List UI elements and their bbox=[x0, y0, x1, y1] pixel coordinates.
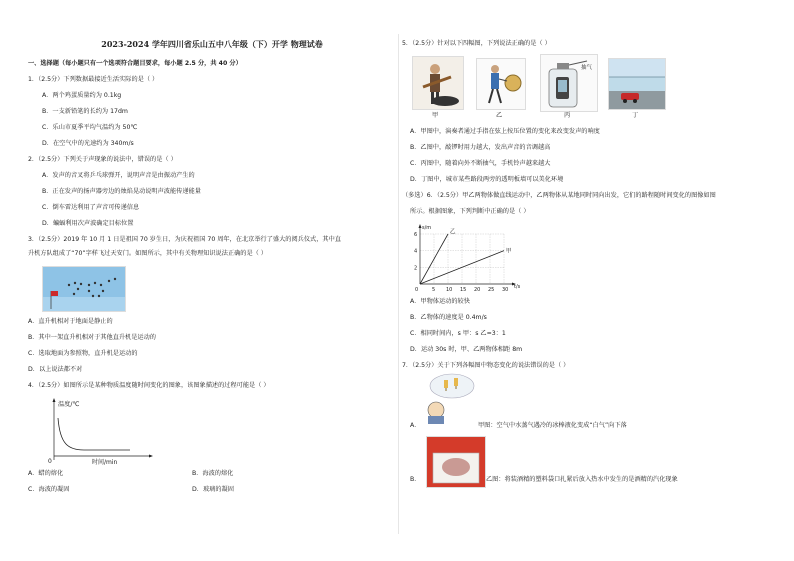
ice-pop-white-mist-picture bbox=[420, 372, 476, 424]
q5-option-d[interactable]: D．丁图中，城市某些路段两旁的透明板墙可以美化环境 bbox=[410, 176, 564, 183]
q5-caption-bing: 丙 bbox=[564, 112, 571, 119]
q6-option-c[interactable]: C．相同时间内，s 甲：s 乙=3：1 bbox=[410, 330, 506, 337]
q6-option-d[interactable]: D．运动 30s 时，甲、乙两物体相距 8m bbox=[410, 346, 523, 353]
x-tick-label: 20 bbox=[474, 287, 481, 293]
helicopter-formation-photo bbox=[42, 266, 126, 312]
q5-stem: 5．（2.5分）针对以下四幅图，下列说法正确的是（ ） bbox=[402, 40, 551, 47]
q3-stem-line2: 升机方队组成了“70”字样飞过天安门。如图所示，其中有关物理知识说法正确的是（ ） bbox=[28, 250, 267, 257]
bell-jar-phone-picture bbox=[540, 54, 598, 112]
q7-option-b-letter[interactable]: B． bbox=[410, 476, 421, 483]
q4-ylabel: 温度/℃ bbox=[58, 401, 80, 408]
y-tick-label: 6 bbox=[414, 232, 418, 238]
pump-label: 抽气 bbox=[581, 65, 593, 71]
q5-option-c[interactable]: C．丙图中，随着向外不断抽气，手机铃声越来越大 bbox=[410, 160, 551, 167]
distance-time-chart bbox=[404, 222, 524, 294]
q4-option-c[interactable]: C．海波的凝固 bbox=[28, 486, 70, 493]
q5-caption-ding: 丁 bbox=[632, 112, 639, 119]
x-tick-label: 15 bbox=[460, 287, 467, 293]
q6-stem-line2: 所示。根据图象，下列判断中正确的是（ ） bbox=[410, 208, 530, 215]
y-tick-label: 4 bbox=[414, 248, 418, 255]
q7-option-a-letter[interactable]: A． bbox=[410, 422, 421, 429]
q1-option-d[interactable]: D．在空气中的光速约为 340m/s bbox=[42, 140, 134, 147]
series-label-0: 乙 bbox=[450, 229, 456, 235]
q3-stem-line1: 3．（2.5分）2019 年 10 月 1 日是祖国 70 岁生日，为庆祝祖国 70 周年，在北京举行了盛大的阅兵仪式，其中直 bbox=[28, 236, 341, 243]
q2-option-b[interactable]: B．正在发声的扬声器旁边的烛焰晃动说明声波能传递能量 bbox=[42, 188, 201, 195]
q5-caption-jia: 甲 bbox=[432, 112, 439, 119]
q1-option-a[interactable]: A．两个鸡蛋质量约为 0.1kg bbox=[42, 92, 122, 99]
origin-label: 0 bbox=[415, 287, 419, 293]
q6-option-a[interactable]: A．甲物体运动的较快 bbox=[410, 298, 470, 305]
page-title: 2023-2024 学年四川省乐山五中八年级（下）开学 物理试卷 bbox=[101, 39, 323, 49]
q6-option-b[interactable]: B．乙物体的速度是 0.4m/s bbox=[410, 314, 487, 321]
q4-option-b[interactable]: B．海波的熔化 bbox=[192, 470, 234, 477]
q4-stem: 4．（2.5分）如图所示是某种物质温度随时间变化的图象，该图象描述的过程可能是（ ） bbox=[28, 382, 270, 389]
q5-caption-yi: 乙 bbox=[496, 112, 503, 119]
q1-option-b[interactable]: B．一支新铅笔的长约为 17dm bbox=[42, 108, 128, 115]
x-tick-label: 10 bbox=[446, 287, 453, 293]
q5-option-a[interactable]: A．甲图中，演奏者通过手指在弦上按压位置的变化来改变发声的响度 bbox=[410, 128, 600, 135]
q4-option-a[interactable]: A．蜡的熔化 bbox=[28, 470, 64, 477]
q1-stem: 1．（2.5分）下列数据最接近生活实际的是（ ） bbox=[28, 76, 159, 83]
section-heading: 一、选择题（每小题只有一个选项符合题目要求，每小题 2.5 分，共 40 分） bbox=[28, 60, 242, 67]
q5-option-b[interactable]: B．乙图中，敲锣时用力越大，发出声音的音调越高 bbox=[410, 144, 551, 151]
q4-option-d[interactable]: D．玻璃的凝固 bbox=[192, 486, 234, 493]
q2-option-a[interactable]: A．发声的音叉将乒乓球弹开，说明声音是由振动产生的 bbox=[42, 172, 195, 179]
y-tick-label: 2 bbox=[414, 265, 418, 272]
q7-stem: 7．（2.5分）关于下列各幅图中物态变化的说法错误的是（ ） bbox=[402, 362, 570, 369]
alcohol-bag-hot-water-picture bbox=[426, 436, 486, 488]
q7-option-a-text[interactable]: 甲图：空气中水蒸气遇冷的冰棒液化变成“白气”向下落 bbox=[478, 422, 627, 429]
x-tick-label: 30 bbox=[502, 287, 509, 293]
q2-option-d[interactable]: D．蝙蝠利用次声波确定目标位置 bbox=[42, 220, 134, 227]
q4-origin: 0 bbox=[48, 458, 52, 465]
q2-stem: 2．（2.5分）下列关于声现象的说法中，错误的是（ ） bbox=[28, 156, 177, 163]
x-tick-label: 5 bbox=[432, 287, 436, 293]
guitar-player-picture bbox=[412, 56, 464, 110]
temperature-time-graph bbox=[38, 396, 158, 466]
y-axis-label: s/m bbox=[422, 225, 432, 231]
x-axis-label: t/s bbox=[514, 284, 521, 290]
q2-option-c[interactable]: C．倒车雷达利用了声音可传递信息 bbox=[42, 204, 140, 211]
q4-xlabel: 时间/min bbox=[92, 459, 118, 466]
q3-option-d[interactable]: D．以上说法都不对 bbox=[28, 366, 83, 373]
x-tick-label: 25 bbox=[488, 287, 495, 293]
q7-option-b-text[interactable]: 乙图：将装酒精的塑料袋口扎紧后放入热水中发生的是酒精的汽化现象 bbox=[486, 476, 678, 483]
q3-option-a[interactable]: A．直升机相对于地面是静止的 bbox=[28, 318, 113, 325]
sound-barrier-road-picture bbox=[608, 58, 666, 110]
column-divider bbox=[398, 34, 399, 534]
gong-striker-picture bbox=[476, 58, 526, 110]
q1-option-c[interactable]: C．乐山市夏季平均气温约为 50℃ bbox=[42, 124, 138, 131]
q3-option-c[interactable]: C．选取地面为参照物，直升机是运动的 bbox=[28, 350, 138, 357]
series-label-1: 甲 bbox=[506, 248, 512, 255]
q6-stem-line1: （多选）6．（2.5分）甲乙两物体做直线运动中，乙两物体从某地同时同向出发，它们的路程随时间变化的图像如图 bbox=[402, 192, 716, 199]
q3-option-b[interactable]: B．其中一架直升机相对于其他直升机是运动的 bbox=[28, 334, 156, 341]
